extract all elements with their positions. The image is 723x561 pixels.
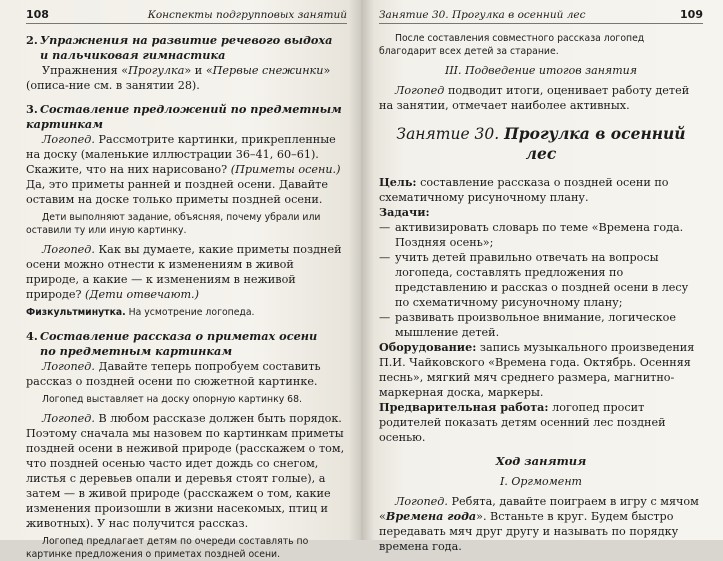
section-3-body bbox=[26, 132, 347, 207]
speaker-label: Логопед. bbox=[42, 412, 95, 425]
dash-marker: — bbox=[379, 311, 391, 324]
task-text: активизировать словарь по теме «Времена года. Поздняя осень»; bbox=[395, 221, 684, 249]
text-run: В любом рассказе должен быть порядок. Поэтому сначала мы назовем по картинкам приметы поздней осени в неживой природе (расскажем о том, что поздней осенью часто идет дождь со снегом, листья с деревьев опали и деревья стоят голые), а затем — в живой природе (расскажем о том, какие изменения произошли в жизни насекомых, птиц и животных). У нас получится рассказ. bbox=[26, 412, 345, 530]
text-run: » (описа-ние см. в занятии 28). bbox=[26, 64, 331, 92]
physical-break-label: Физкультминутка. bbox=[26, 307, 126, 318]
task-text: учить детей правильно отвечать на вопросы логопеда, составлять предложения по представлению и рассказ о поздней осени в лесу по схематичному рисуночному плану; bbox=[395, 251, 689, 309]
section-4-note-2: Логопед предлагает детям по очереди составлять по картинке предложения о приметах поздней осени. bbox=[26, 536, 309, 560]
section-title: Составление предложений по предметным картинкам bbox=[26, 102, 342, 131]
speaker-label: Логопед. bbox=[395, 495, 448, 508]
preparation-label: Предварительная работа: bbox=[379, 400, 549, 414]
section-title-line2: по предметным картинкам bbox=[40, 343, 233, 358]
running-title: Конспекты подгрупповых занятий bbox=[147, 9, 347, 21]
lesson-number: Занятие 30. bbox=[396, 125, 505, 143]
lesson-course-heading: Ход занятия bbox=[495, 454, 587, 468]
expected-answer: (Дети отвечают.) bbox=[85, 288, 199, 301]
section-4-body bbox=[26, 359, 347, 389]
task-item bbox=[379, 220, 703, 250]
section-number: 2. bbox=[26, 33, 38, 47]
tasks-label bbox=[379, 205, 703, 220]
speaker-label: Логопед. bbox=[42, 243, 95, 256]
left-page bbox=[0, 0, 361, 560]
summary-paragraph bbox=[379, 83, 703, 113]
right-page bbox=[361, 0, 723, 553]
speaker-label: Логопед bbox=[395, 84, 445, 97]
org-paragraph bbox=[379, 494, 703, 554]
game-name: Времена года bbox=[385, 509, 477, 523]
text-run: Давайте теперь попробуем составить рассказ о поздней осени по сюжетной картинке. bbox=[26, 359, 321, 388]
section-3-heading bbox=[26, 102, 347, 132]
preparation-text: логопед просит родителей показать детям осенний лес поздней осенью. bbox=[379, 401, 666, 444]
section-4-heading bbox=[26, 329, 347, 359]
left-page-header bbox=[26, 8, 347, 24]
section-2-body bbox=[26, 63, 347, 93]
equipment-label: Оборудование: bbox=[379, 340, 477, 354]
lesson-title bbox=[379, 124, 703, 164]
speaker-label: Логопед. bbox=[42, 133, 95, 146]
section-number: 4. bbox=[26, 328, 38, 343]
text-run: Упражнения « bbox=[42, 64, 129, 77]
section-title-line1: Упражнения на развитие речевого выдоха bbox=[40, 33, 333, 47]
text-run: Как вы думаете, какие приметы поздней осени можно отнести к изменениям в живой природе, а какие — к изменениям в неживой природе? bbox=[26, 243, 342, 301]
stage-heading-org: I. Оргмомент bbox=[499, 475, 582, 488]
task-item bbox=[379, 250, 703, 310]
tasks-heading: Задачи: bbox=[379, 205, 430, 219]
lesson-name: Прогулка в осенний лес bbox=[504, 124, 686, 163]
text-run: Да, это приметы ранней и поздней осени. Давайте оставим на доске только приметы поздней осени. bbox=[26, 178, 328, 206]
task-text: развивать произвольное внимание, логическое мышление детей. bbox=[395, 311, 677, 339]
text-run: На усмотрение логопеда. bbox=[125, 307, 255, 318]
equipment-text: запись музыкального произведения П.И. Чайковского «Времена года. Октябрь. Осенняя песнь», мягкий мяч среднего размера, магнитно-маркерная доска, маркеры. bbox=[379, 341, 695, 399]
exercise-name: Первые снежинки bbox=[212, 64, 324, 77]
task-item bbox=[379, 310, 703, 340]
dash-marker: — bbox=[379, 221, 391, 234]
equipment-line bbox=[379, 340, 703, 400]
goal-text: составление рассказа о поздней осени по схематичному рисуночному плану. bbox=[379, 176, 669, 204]
section-4-body-2 bbox=[26, 411, 347, 531]
section-3-note: Дети выполняют задание, объясняя, почему убрали или оставили ту или иную картинку. bbox=[26, 212, 321, 236]
goal-line bbox=[379, 175, 703, 205]
text-run: Ребята, давайте поиграем в игру с мячом « bbox=[379, 495, 699, 523]
text-run: ». Встаньте в круг. Будем быстро передавать мяч друг другу и называть по порядку времена года. bbox=[379, 510, 679, 553]
expected-answer: (Приметы осени.) bbox=[230, 163, 341, 176]
right-page-header bbox=[379, 8, 703, 24]
section-title-line2: и пальчиковая гимнастика bbox=[40, 48, 226, 62]
preparation-line bbox=[379, 400, 703, 445]
exercise-name: Прогулка bbox=[128, 64, 185, 77]
section-3-body-2 bbox=[26, 242, 347, 302]
section-title-line1: Составление рассказа о приметах осени bbox=[40, 328, 318, 343]
physical-break bbox=[26, 307, 347, 320]
running-title: Занятие 30. Прогулка в осенний лес bbox=[379, 9, 586, 21]
goal-label: Цель: bbox=[379, 175, 417, 189]
section-4-note-1: Логопед выставляет на доску опорную картинку 68. bbox=[42, 393, 302, 405]
stage-heading-summary: III. Подведение итогов занятия bbox=[444, 64, 638, 77]
page-number: 108 bbox=[26, 8, 49, 21]
speaker-label: Логопед. bbox=[42, 359, 95, 373]
section-number: 3. bbox=[26, 102, 38, 116]
section-2-heading bbox=[26, 33, 347, 63]
dash-marker: — bbox=[379, 251, 391, 264]
text-run: » и « bbox=[184, 64, 213, 77]
text-run: Рассмотрите картинки, прикрепленные на доску (маленькие иллюстрации 36–41, 60–61). Скажите, что на них нарисовано? bbox=[26, 133, 336, 176]
page-number: 109 bbox=[680, 8, 703, 21]
closing-note: После составления совместного рассказа логопед благодарит всех детей за старание. bbox=[379, 33, 645, 57]
text-run: подводит итоги, оценивает работу детей на занятии, отмечает наиболее активных. bbox=[379, 84, 690, 112]
